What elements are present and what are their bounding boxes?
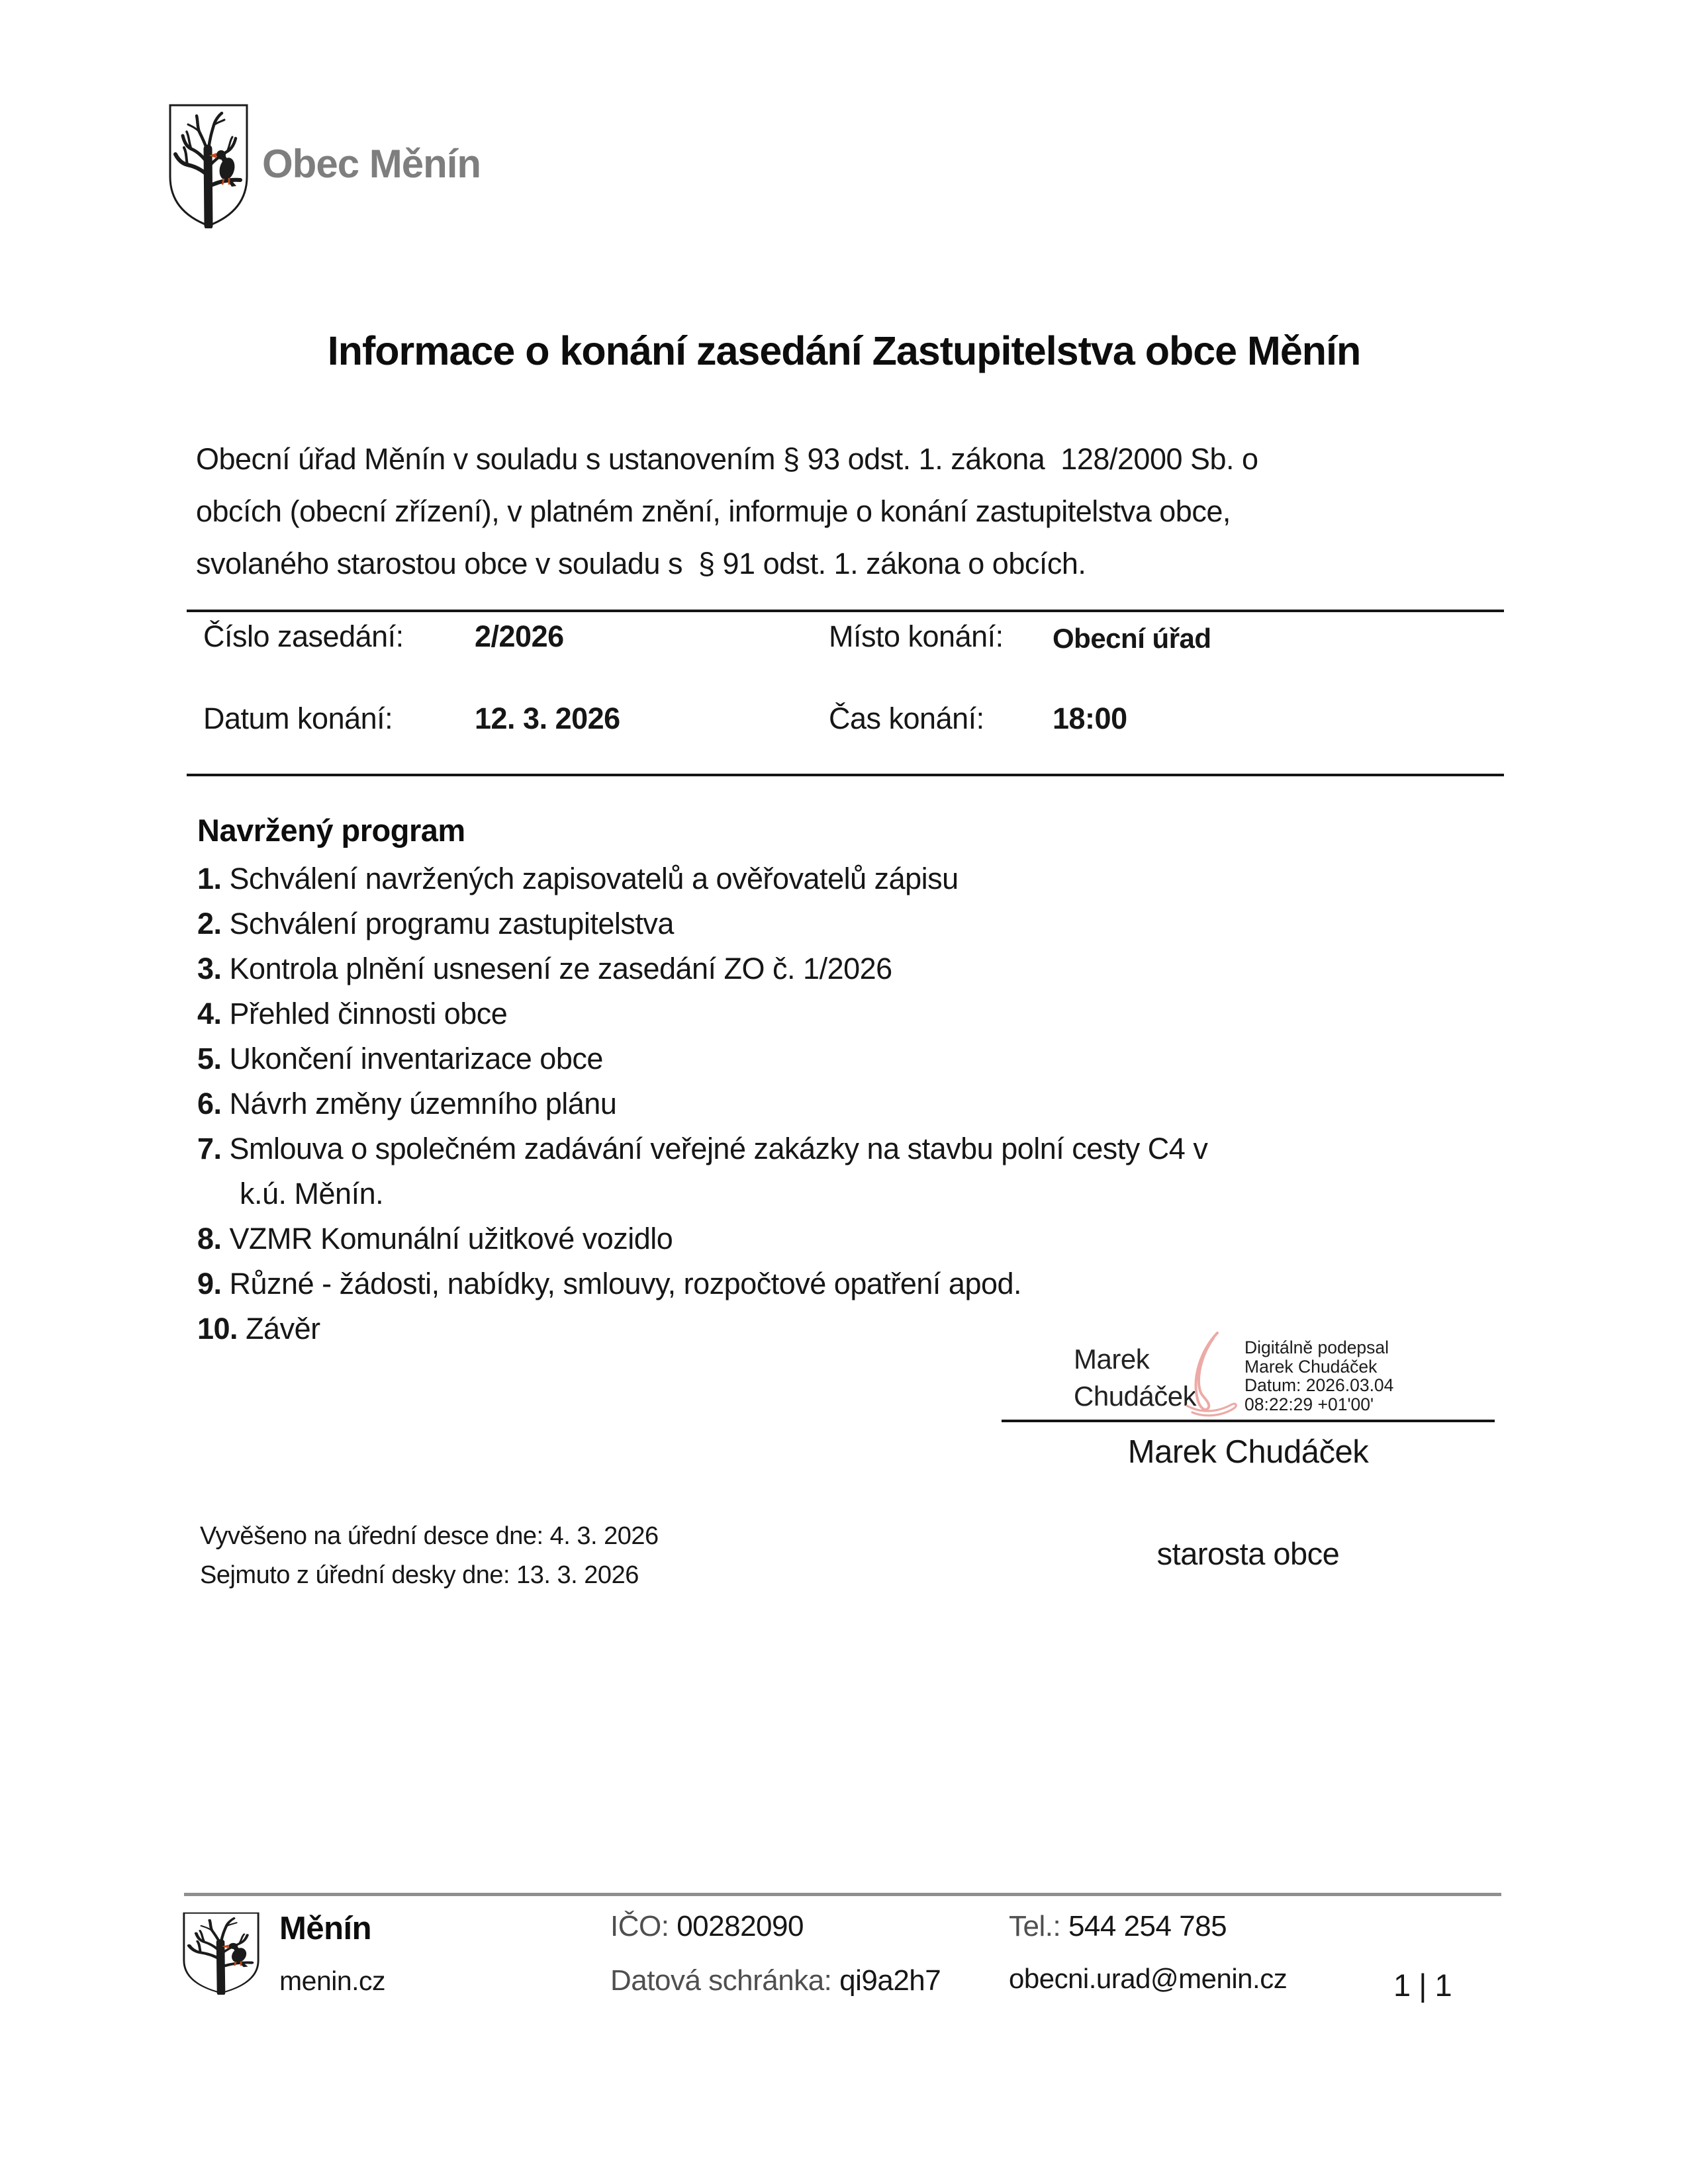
signer-role: starosta obce bbox=[1156, 1536, 1340, 1571]
item-number: 2. bbox=[197, 907, 222, 940]
item-text: Schválení programu zastupitelstva bbox=[229, 907, 674, 940]
program-list bbox=[197, 856, 1207, 1351]
footer-municipality-name: Měnín bbox=[279, 1911, 372, 1946]
program-item bbox=[197, 901, 1207, 946]
footer-website: menin.cz bbox=[279, 1966, 386, 1996]
item-number: 4. bbox=[197, 997, 222, 1030]
ico-label: IČO: bbox=[610, 1910, 669, 1942]
table-bottom-rule bbox=[187, 774, 1504, 776]
session-number-label: Číslo zasedání: bbox=[203, 619, 404, 653]
program-item bbox=[197, 1126, 1207, 1171]
posting-dates bbox=[200, 1517, 659, 1595]
item-number: 3. bbox=[197, 952, 222, 985]
stamp-name-line: Marek bbox=[1074, 1343, 1150, 1375]
program-item bbox=[197, 1081, 1207, 1126]
item-text: k.ú. Měnín. bbox=[240, 1177, 384, 1210]
phone-value: 544 254 785 bbox=[1068, 1910, 1227, 1942]
item-text: Různé - žádosti, nabídky, smlouvy, rozpočtové opatření apod. bbox=[229, 1267, 1022, 1300]
signer-name: Marek Chudáček bbox=[1127, 1434, 1369, 1470]
session-number-value: 2/2026 bbox=[475, 619, 564, 653]
program-heading: Navržený program bbox=[197, 813, 465, 848]
intro-paragraph bbox=[196, 433, 1258, 590]
time-label: Čas konání: bbox=[829, 702, 984, 735]
signature-detail-line: Marek Chudáček bbox=[1244, 1356, 1378, 1377]
databox-value: qi9a2h7 bbox=[839, 1964, 941, 1997]
intro-line: obcích (obecní zřízení), v platném znění, informuje o konání zastupitelstva obce, bbox=[196, 494, 1231, 528]
item-number: 9. bbox=[197, 1267, 222, 1300]
date-label: Datum konání: bbox=[203, 702, 393, 735]
item-text: Návrh změny územního plánu bbox=[229, 1087, 617, 1120]
footer-email: obecni.urad@menin.cz bbox=[1009, 1963, 1288, 1994]
footer-coat-of-arms-icon bbox=[181, 1911, 261, 1995]
intro-line: svolaného starostou obce v souladu s § 91 odst. 1. zákona o obcích. bbox=[196, 547, 1086, 580]
item-number: 6. bbox=[197, 1087, 222, 1120]
databox-label: Datová schránka: bbox=[610, 1964, 832, 1997]
phone-label: Tel.: bbox=[1009, 1910, 1061, 1942]
page-number: 1 | 1 bbox=[1393, 1968, 1452, 2003]
posted-date-line: Vyvěšeno na úřední desce dne: 4. 3. 2026 bbox=[200, 1522, 659, 1550]
program-item bbox=[197, 1306, 1207, 1351]
item-number: 10. bbox=[197, 1312, 238, 1345]
digital-signature-details bbox=[1244, 1338, 1393, 1414]
place-label: Místo konání: bbox=[829, 619, 1004, 653]
item-number: 1. bbox=[197, 862, 222, 895]
program-item bbox=[197, 1036, 1207, 1081]
program-item bbox=[197, 856, 1207, 901]
program-item bbox=[197, 991, 1207, 1036]
item-text: Ukončení inventarizace obce bbox=[229, 1042, 603, 1075]
item-number: 5. bbox=[197, 1042, 222, 1075]
item-text: Kontrola plnění usnesení ze zasedání ZO č. 1/2026 bbox=[229, 952, 892, 985]
footer-ico bbox=[610, 1910, 804, 1943]
document-title: Informace o konání zasedání Zastupitelstva obce Měnín bbox=[327, 328, 1361, 373]
digital-signature-stamp-name bbox=[1074, 1341, 1196, 1415]
item-text: Schválení navržených zapisovatelů a ověřovatelů zápisu bbox=[229, 862, 959, 895]
place-value: Obecní úřad bbox=[1053, 623, 1211, 654]
ico-value: 00282090 bbox=[677, 1910, 804, 1942]
footer-phone bbox=[1009, 1910, 1227, 1943]
program-item bbox=[197, 946, 1207, 991]
signature-detail-line: 08:22:29 +01'00' bbox=[1244, 1394, 1374, 1414]
municipal-coat-of-arms-icon bbox=[167, 103, 250, 228]
signature-detail-line: Digitálně podepsal bbox=[1244, 1338, 1389, 1357]
table-top-rule bbox=[187, 610, 1504, 612]
footer-divider bbox=[184, 1893, 1501, 1896]
signature-detail-line: Datum: 2026.03.04 bbox=[1244, 1375, 1394, 1395]
signature-flourish-icon bbox=[1183, 1332, 1241, 1421]
item-text: Přehled činnosti obce bbox=[229, 997, 508, 1030]
program-item-continuation bbox=[197, 1171, 1207, 1216]
item-text: Smlouva o společném zadávání veřejné zakázky na stavbu polní cesty C4 v bbox=[229, 1132, 1208, 1165]
item-number: 7. bbox=[197, 1132, 222, 1165]
item-number: 8. bbox=[197, 1222, 222, 1255]
intro-line: Obecní úřad Měnín v souladu s ustanovením § 93 odst. 1. zákona 128/2000 Sb. o bbox=[196, 442, 1258, 476]
program-item bbox=[197, 1216, 1207, 1261]
date-value: 12. 3. 2026 bbox=[475, 702, 620, 735]
program-item bbox=[197, 1261, 1207, 1306]
item-text: Závěr bbox=[246, 1312, 320, 1345]
stamp-name-line: Chudáček bbox=[1074, 1381, 1197, 1412]
signature-line bbox=[1002, 1420, 1495, 1422]
item-text: VZMR Komunální užitkové vozidlo bbox=[229, 1222, 673, 1255]
org-name: Obec Měnín bbox=[262, 142, 481, 186]
footer-databox bbox=[610, 1964, 941, 1997]
time-value: 18:00 bbox=[1053, 702, 1127, 735]
removed-date-line: Sejmuto z úřední desky dne: 13. 3. 2026 bbox=[200, 1561, 639, 1589]
